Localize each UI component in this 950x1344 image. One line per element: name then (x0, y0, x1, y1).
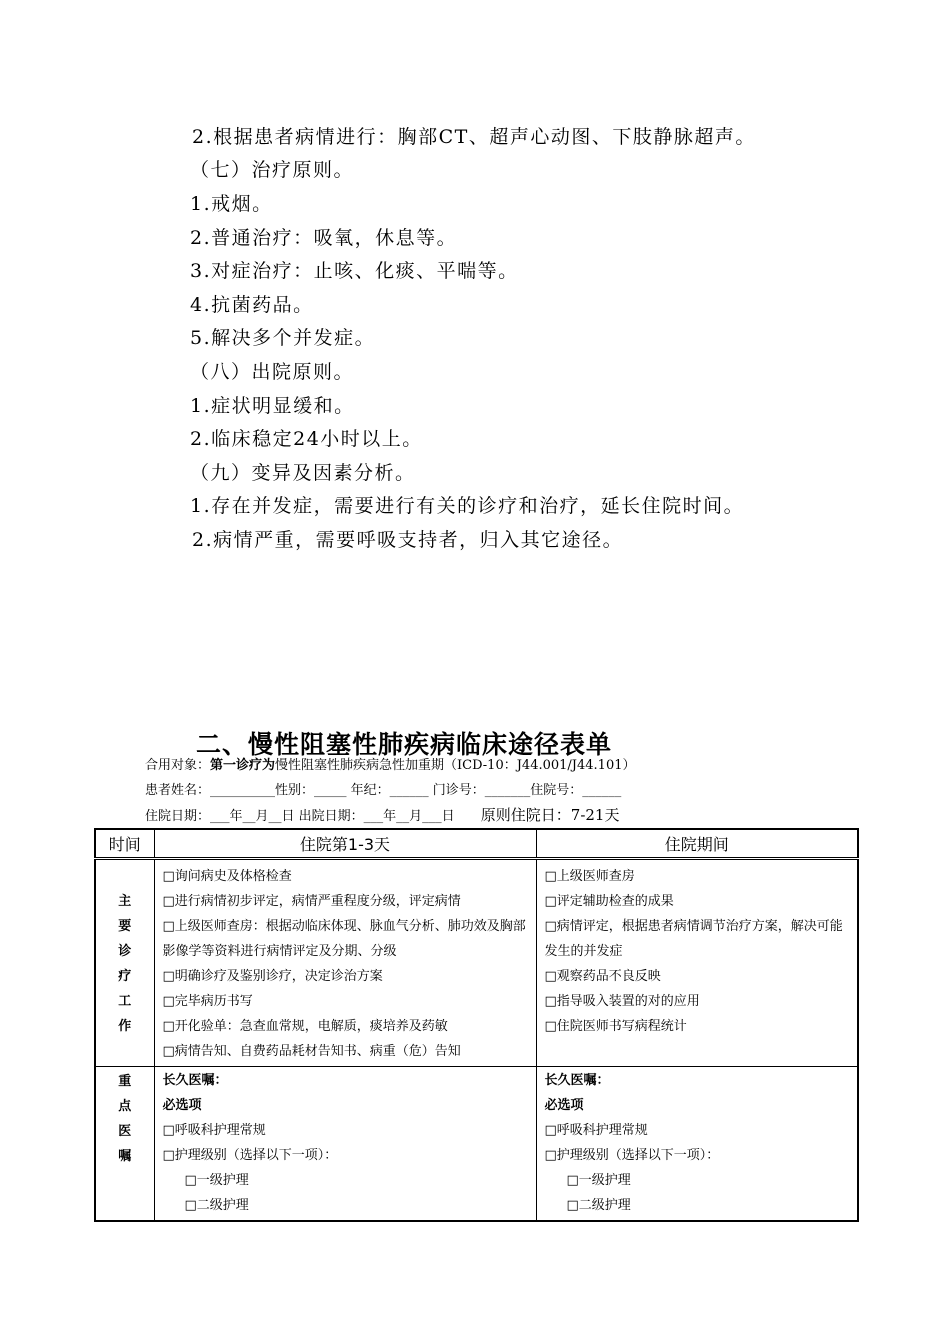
side-char: 重 (118, 1074, 132, 1089)
cell-key-orders-stay (536, 1067, 858, 1222)
checkbox-item[interactable]: □指导吸入装置的对的应用 (544, 994, 700, 1009)
checkbox-item[interactable]: □护理级别（选择以下一项）： (544, 1148, 720, 1163)
side-label-key-orders (95, 1067, 154, 1222)
header-stay: 住院期间 (536, 829, 858, 859)
checkbox-option[interactable]: □一级护理 (184, 1173, 249, 1188)
side-char: 工 (118, 994, 132, 1009)
checkbox-item[interactable]: □呼吸科护理常规 (544, 1123, 648, 1138)
side-char: 嘱 (118, 1149, 132, 1164)
side-char: 主 (118, 894, 132, 909)
para-treatment-1: 1.戒烟。 (190, 193, 273, 215)
checkbox-item[interactable]: □评定辅助检查的成果 (544, 894, 674, 909)
pathway-table (94, 828, 859, 1222)
form-title: 二、慢性阻塞性肺疾病临床途径表单 (196, 730, 613, 759)
date-line (145, 806, 619, 826)
required-items-heading: 必选项 (544, 1098, 584, 1113)
header-days-1-3: 住院第1-3天 (154, 829, 536, 859)
heading-discharge: （八）出院原则。 (190, 361, 355, 383)
para-discharge-1: 1.症状明显缓和。 (190, 395, 355, 417)
para-discharge-2: 2.临床稳定24小时以上。 (190, 428, 423, 450)
table-header-row (95, 829, 858, 859)
side-char: 作 (118, 1019, 132, 1034)
checkbox-item[interactable]: □完毕病历书写 (162, 994, 253, 1009)
para-treatment-5: 5.解决多个并发症。 (190, 327, 376, 349)
side-label-main-work (95, 859, 154, 1067)
checkbox-option[interactable]: □一级护理 (566, 1173, 631, 1188)
duration-text: 原则住院日：7-21天 (480, 806, 620, 824)
cell-key-orders-days-1-3 (154, 1067, 536, 1222)
checkbox-item[interactable]: □呼吸科护理常规 (162, 1123, 266, 1138)
checkbox-item[interactable]: □上级医师查房 (544, 869, 635, 884)
para-treatment-4: 4.抗菌药品。 (190, 294, 314, 316)
checkbox-item[interactable]: □病情评定，根据患者病情调节治疗方案，解决可能发生的并发症 (544, 919, 843, 959)
date-text: 住院日期：___年__月__日 出院日期：___年__月___日 (145, 809, 455, 824)
long-term-orders-heading: 长久医嘱： (162, 1073, 228, 1088)
para-treatment-2: 2.普通治疗：吸氧，休息等。 (190, 227, 458, 249)
patient-line: 患者姓名：__________性别：_____ 年纪：______ 门诊号：_______住院号：______ (145, 783, 622, 798)
checkbox-item[interactable]: □住院医师书写病程统计 (544, 1019, 687, 1034)
checkbox-item[interactable]: □护理级别（选择以下一项）： (162, 1148, 338, 1163)
cell-main-work-stay (536, 859, 858, 1067)
checkbox-item[interactable]: □病情告知、自费药品耗材告知书、病重（危）告知 (162, 1044, 461, 1059)
checkbox-item[interactable]: □明确诊疗及鉴别诊疗，决定诊治方案 (162, 969, 383, 984)
checkbox-option[interactable]: □二级护理 (184, 1198, 249, 1213)
target-line (145, 757, 636, 775)
heading-variation: （九）变异及因素分析。 (190, 462, 416, 484)
para-exam: 2.根据患者病情进行：胸部CT、超声心动图、下肢静脉超声。 (192, 126, 756, 148)
checkbox-item[interactable]: □进行病情初步评定，病情严重程度分级，评定病情 (162, 894, 461, 909)
para-variation-2: 2.病情严重，需要呼吸支持者，归入其它途径。 (192, 529, 624, 551)
target-bold: 第一诊疗为 (210, 758, 276, 773)
side-char: 医 (118, 1124, 132, 1139)
table-row-main-work (95, 859, 858, 1067)
required-items-heading: 必选项 (162, 1098, 202, 1113)
checkbox-item[interactable]: □上级医师查房：根据动临床体现、脉血气分析、肺功效及胸部影像学等资料进行病情评定及分期、分级 (162, 919, 526, 959)
side-char: 诊 (118, 944, 132, 959)
table-row-key-orders (95, 1067, 858, 1222)
checkbox-item[interactable]: □开化验单：急查血常规，电解质，痰培养及药敏 (162, 1019, 448, 1034)
para-variation-1: 1.存在并发症，需要进行有关的诊疗和治疗，延长住院时间。 (190, 495, 745, 517)
cell-main-work-days-1-3 (154, 859, 536, 1067)
side-char: 点 (118, 1099, 132, 1114)
target-prefix: 合用对象： (145, 758, 211, 773)
checkbox-item[interactable]: □观察药品不良反映 (544, 969, 661, 984)
header-time: 时间 (95, 829, 154, 859)
heading-treatment: （七）治疗原则。 (190, 159, 355, 181)
side-char: 疗 (118, 969, 132, 984)
target-rest: 慢性阻塞性肺疾病急性加重期（ICD-10：J44.001/J44.101） (275, 758, 636, 773)
checkbox-item[interactable]: □询问病史及体格检查 (162, 869, 292, 884)
long-term-orders-heading: 长久医嘱： (544, 1073, 610, 1088)
side-char: 要 (118, 919, 132, 934)
para-treatment-3: 3.对症治疗：止咳、化痰、平喘等。 (190, 260, 519, 282)
checkbox-option[interactable]: □二级护理 (566, 1198, 631, 1213)
